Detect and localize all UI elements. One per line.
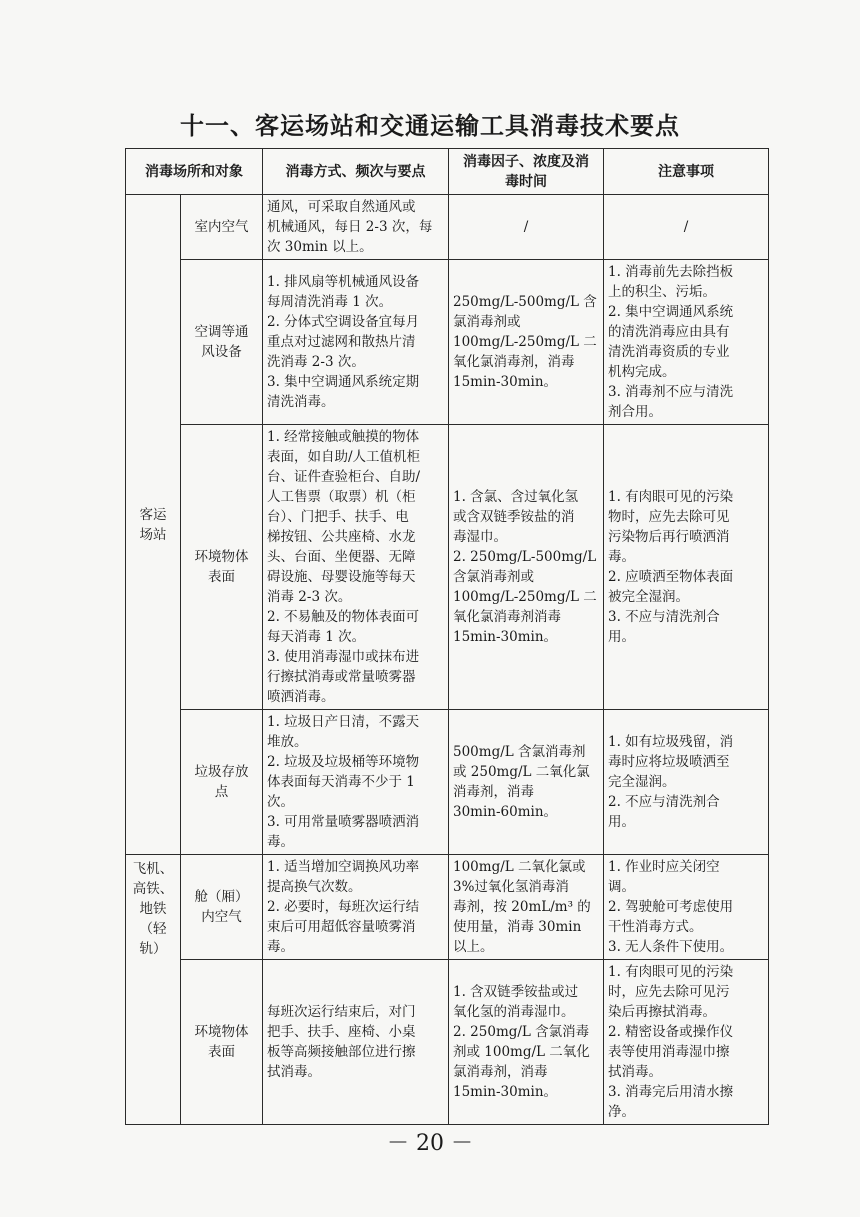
object-cell: 室内空气 (181, 195, 263, 260)
object-cell: 环境物体 表面 (181, 425, 263, 710)
object-cell: 舱（厢） 内空气 (181, 855, 263, 960)
agent-cell: 250mg/L-500mg/L 含 氯消毒剂或 100mg/L-250mg/L 二 氧化氯消毒剂，消毒 15min-30min。 (449, 260, 604, 425)
object-cell: 垃圾存放 点 (181, 710, 263, 855)
table-row (126, 260, 769, 425)
notes-cell: 1. 消毒前先去除挡板 上的积尘、污垢。 2. 集中空调通风系统 的清洗消毒应由具有 清洗消毒资质的专业 机构完成。 3. 消毒剂不应与清洗 剂合用。 (604, 260, 769, 425)
page-title: 十一、客运场站和交通运输工具消毒技术要点 (180, 112, 680, 140)
table-header-row (126, 149, 769, 195)
notes-cell: 1. 有肉眼可见的污染 物时，应先去除可见 污染物后再行喷洒消 毒。 2. 应喷洒至物体表面 被完全湿润。 3. 不应与清洗剂合 用。 (604, 425, 769, 710)
category-cell: 飞机、 高铁、 地铁 （轻 轨） (126, 855, 181, 1125)
page-number: － 20 － (387, 1131, 473, 1156)
object-cell: 空调等通 风设备 (181, 260, 263, 425)
method-cell: 1. 垃圾日产日清，不露天 堆放。 2. 垃圾及垃圾桶等环境物 体表面每天消毒不少于 1 次。 3. 可用常量喷雾器喷洒消 毒。 (263, 710, 449, 855)
method-cell: 每班次运行结束后，对门 把手、扶手、座椅、小桌 板等高频接触部位进行擦 拭消毒。 (263, 960, 449, 1125)
method-cell: 1. 排风扇等机械通风设备 每周清洗消毒 1 次。 2. 分体式空调设备宜每月 重点对过滤网和散热片清 洗消毒 2-3 次。 3. 集中空调通风系统定期 清洗消毒。 (263, 260, 449, 425)
table-row (126, 710, 769, 855)
agent-cell: 500mg/L 含氯消毒剂 或 250mg/L 二氧化氯 消毒剂，消毒 30min-60min。 (449, 710, 604, 855)
agent-cell: 100mg/L 二氧化氯或 3%过氧化氢消毒消 毒剂，按 20mL/m³ 的 使用量，消毒 30min 以上。 (449, 855, 604, 960)
table-row (126, 960, 769, 1125)
disinfection-table (125, 148, 769, 1125)
table-row (126, 195, 769, 260)
table-row (126, 425, 769, 710)
method-cell: 1. 适当增加空调换风功率 提高换气次数。 2. 必要时，每班次运行结 束后可用超低容量喷雾消 毒。 (263, 855, 449, 960)
agent-cell: 1. 含氯、含过氧化氢 或含双链季铵盐的消 毒湿巾。 2. 250mg/L-500mg/L 含氯消毒剂或 100mg/L-250mg/L 二 氧化氯消毒剂消毒 15min-30min。 (449, 425, 604, 710)
table-row (126, 855, 769, 960)
header-notes: 注意事项 (604, 149, 769, 195)
object-cell: 环境物体 表面 (181, 960, 263, 1125)
header-location: 消毒场所和对象 (126, 149, 263, 195)
method-cell: 1. 经常接触或触摸的物体 表面，如自助/人工值机柜 台、证件查验柜台、自助/ 人工售票（取票）机（柜 台）、门把手、扶手、电 梯按钮、公共座椅、水龙 头、台面、坐便器、无障 碍设施、母婴设施等每天 消毒 2-3 次。 2. 不易触及的物体表面可 每天消毒 1 次。 3. 使用消毒湿巾或抹布进 行擦拭消毒或常量喷雾器 喷洒消毒。 (263, 425, 449, 710)
agent-cell: / (449, 195, 604, 260)
notes-cell: 1. 如有垃圾残留，消 毒时应将垃圾喷洒至 完全湿润。 2. 不应与清洗剂合 用。 (604, 710, 769, 855)
notes-cell: / (604, 195, 769, 260)
method-cell: 通风，可采取自然通风或 机械通风，每日 2-3 次，每 次 30min 以上。 (263, 195, 449, 260)
category-cell: 客运 场站 (126, 195, 181, 855)
header-agent: 消毒因子、浓度及消 毒时间 (449, 149, 604, 195)
notes-cell: 1. 作业时应关闭空 调。 2. 驾驶舱可考虑使用 干性消毒方式。 3. 无人条件下使用。 (604, 855, 769, 960)
header-method: 消毒方式、频次与要点 (263, 149, 449, 195)
notes-cell: 1. 有肉眼可见的污染 时，应先去除可见污 染后再擦拭消毒。 2. 精密设备或操作仪 表等使用消毒湿巾擦 拭消毒。 3. 消毒完后用清水擦 净。 (604, 960, 769, 1125)
agent-cell: 1. 含双链季铵盐或过 氧化氢的消毒湿巾。 2. 250mg/L 含氯消毒 剂或 100mg/L 二氧化 氯消毒剂，消毒 15min-30min。 (449, 960, 604, 1125)
